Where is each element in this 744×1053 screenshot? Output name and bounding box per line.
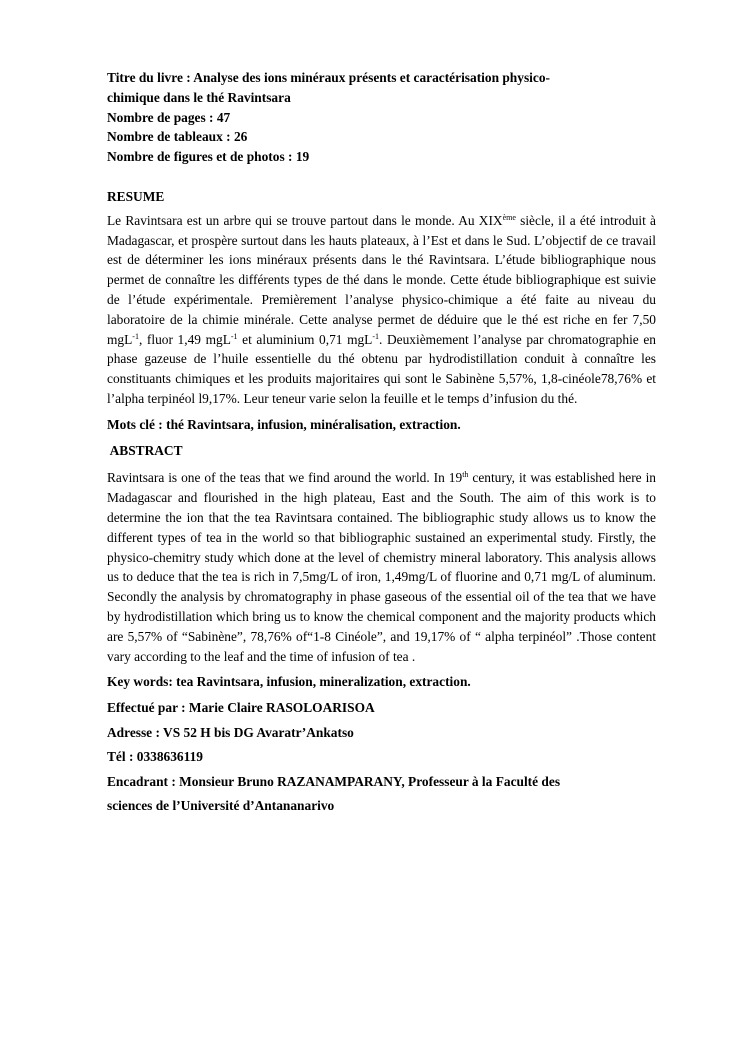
resume-sup-4: -1 <box>372 331 380 341</box>
resume-keywords: Mots clé : thé Ravintsara, infusion, minéralisation, extraction. <box>107 416 461 432</box>
figure-count: Nombre de figures et de photos : 19 <box>107 149 310 165</box>
author-phone: Tél : 0338636119 <box>107 749 203 765</box>
abstract-paragraph <box>107 468 656 666</box>
author-name: Effectué par : Marie Claire RASOLOARISOA <box>107 700 375 716</box>
page-count: Nombre de pages : 47 <box>107 109 231 125</box>
book-title-line-1: Titre du livre : Analyse des ions minéraux présents et caractérisation physico- <box>107 70 550 85</box>
abstract-sup-1: th <box>462 470 469 480</box>
table-count: Nombre de tableaux : 26 <box>107 129 248 145</box>
resume-heading: RESUME <box>107 188 165 204</box>
resume-text-4: et aluminium 0,71 mgL <box>237 331 373 347</box>
resume-sup-3: -1 <box>230 331 238 341</box>
supervisor-line-1: Encadrant : Monsieur Bruno RAZANAMPARANY, Professeur à la Faculté des <box>107 773 561 789</box>
resume-text-2: siècle, il a été introduit à Madagascar, et prospère surtout dans les hauts plateaux, à l’Est et dans le Sud. L’objectif de ce travail est de déterminer les ions minéraux présents dans le thé Ravintsara. L’étude bibliographique nous permet de connaître les différents types de thé dans le monde. Cette étude bibliographique est suivie de l’étude expérimentale. Premièrement l’analyse physico-chimique a été faite au niveau du laboratoire de la chimie minérale. Cette analyse permet de déduire que le thé est riche en fer 7,50 mgL <box>107 212 656 347</box>
document-page <box>107 68 656 819</box>
abstract-keywords: Key words: tea Ravintsara, infusion, mineralization, extraction. <box>107 674 471 690</box>
resume-sup-2: -1 <box>132 331 139 341</box>
author-address: Adresse : VS 52 H bis DG Avaratr’Ankatso <box>107 724 354 740</box>
resume-sup-1: ème <box>502 212 516 222</box>
resume-text-3: , fluor 1,49 mgL <box>138 331 231 347</box>
resume-text-1: Le Ravintsara est un arbre qui se trouve partout dans le monde. Au XIX <box>107 212 503 228</box>
resume-text-5: . Deuxièmement l’analyse par chromatographie en phase gazeuse de l’huile essentielle du thé obtenu par hydrodistillation conduit à connaître les constituants chimiques et les produits majoritaires qui sont le Sabinène 5,57%, 1,8-cinéole78,76% et l’alpha terpinéol l9,17%. Leur teneur varie selon la feuille et le temps d’infusion du thé. <box>107 331 656 406</box>
abstract-heading: ABSTRACT <box>107 442 183 458</box>
resume-paragraph <box>107 211 656 409</box>
abstract-text-1: Ravintsara is one of the teas that we find around the world. In 19 <box>107 470 463 486</box>
book-title-line-2: chimique dans le thé Ravintsara <box>107 89 291 105</box>
abstract-text-2: century, it was established here in Madagascar and flourished in the high plateau, East and the South. The aim of this work is to determine the ion that the tea Ravintsara contained. The bibliographic study allows us to know the different types of tea in the world so that bibliographic sustained an experimental study. Firstly, the physico-chemitry study which done at the level of chemistry mineral laboratory. This analysis allows us to deduce that the tea is rich in 7,5mg/L of iron, 1,49mg/L of fluorine and 0,71 mg/L of aluminum. Secondly the analysis by chromatography in phase gaseous of the essential oil of the tea that we have by hydrodistillation which bring us to know the chemical component and the majority products which are 5,57% of “Sabinène”, 78,76% of“1-8 Cinéole”, and 19,17% of “ alpha terpinéol” .Those content vary according to the leaf and the time of infusion of tea . <box>107 470 656 664</box>
supervisor-line-2: sciences de l’Université d’Antananarivo <box>107 798 335 814</box>
